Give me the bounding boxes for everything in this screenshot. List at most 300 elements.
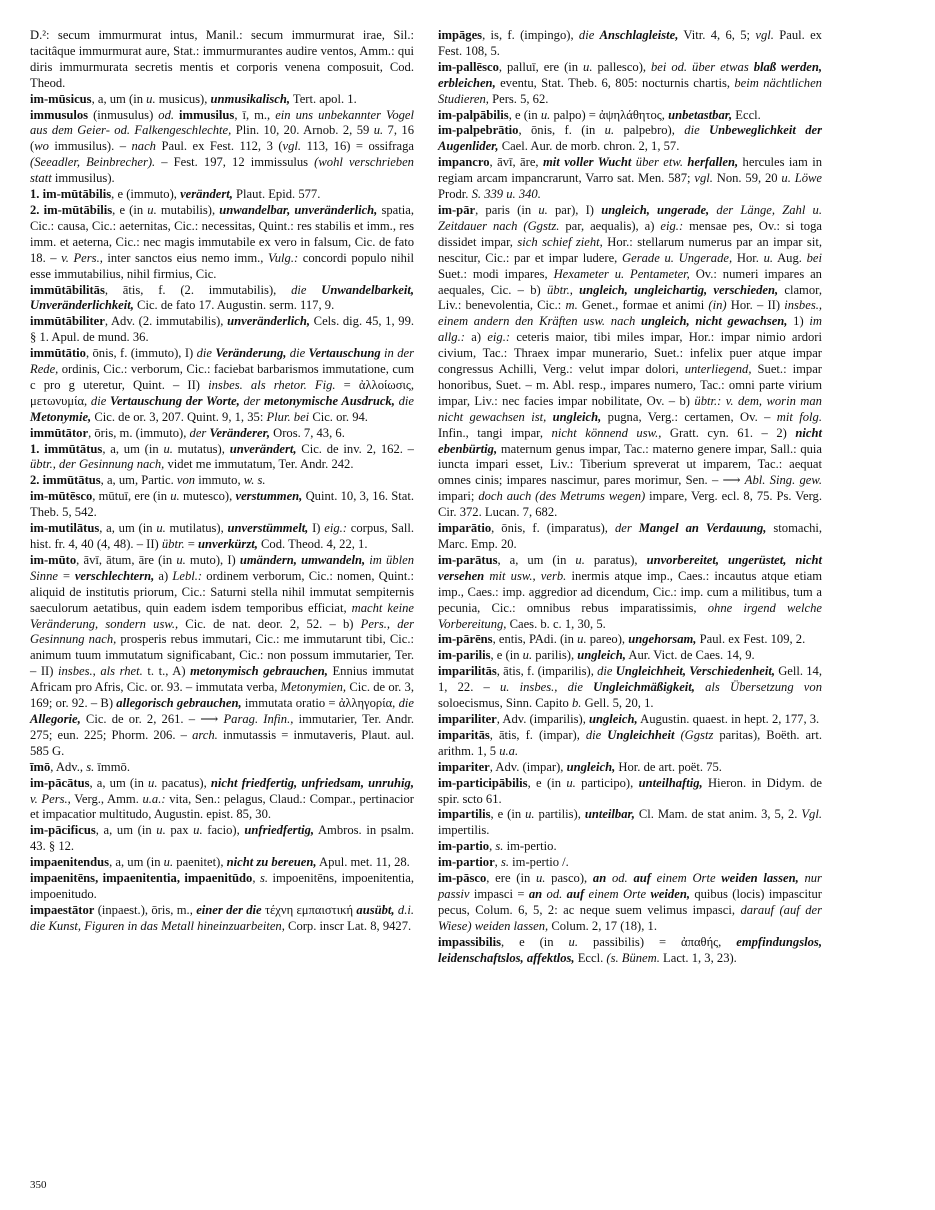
entry-text: , a, um (in xyxy=(497,552,576,567)
translation: unvorbereitet, ungerüstet, nicht versehen xyxy=(438,552,822,583)
entry-text: corpus, Sall. hist. fr. 4, 40 (4, 48). – II) xyxy=(30,521,414,551)
italic-text: od. xyxy=(542,886,567,901)
italic-text: der xyxy=(614,521,639,536)
italic-text: eig.: xyxy=(487,330,511,345)
italic-text: u. xyxy=(604,123,615,138)
entry-text: muto), I) xyxy=(185,552,240,567)
translation: verstummen, xyxy=(235,489,303,504)
italic-text: u. xyxy=(525,807,535,822)
entry-text: Eccl. xyxy=(732,107,761,122)
entry-text: pax xyxy=(165,823,194,838)
italic-text: u. xyxy=(566,775,576,790)
italic-text: u. xyxy=(535,871,546,886)
italic-text: Abl. Sing. gew. xyxy=(744,473,822,488)
entry-text: Suet.: impar honoribus, Suet. – m. Abl. resp., impares numero, Tac.: omni parte virium impar, Liv.: nec facies impar nobilitate, Ov. – b) xyxy=(438,362,822,408)
italic-text: d.i. die Kunst, Figuren in das Metall hineinzuarbeiten, xyxy=(30,902,414,933)
headword: im-participābilis xyxy=(438,775,528,790)
translation: ungleich, xyxy=(577,648,626,663)
entry-text: Caes. b. c. 1, 30, 5. xyxy=(506,616,606,631)
italic-text: u. xyxy=(577,632,587,647)
entry-text: inter sanctos eius nemo imm., xyxy=(102,250,268,265)
italic-text: die xyxy=(578,28,600,42)
entry-text: , e (in xyxy=(490,648,523,663)
entry-text: immusilus). xyxy=(51,171,115,186)
entry-text: Gell. 5, 20, 1. xyxy=(581,696,654,711)
headword: im-mūto xyxy=(30,552,77,567)
entry-text: Cels. dig. 45, 1, 99. § 1. Apul. de mund. 36. xyxy=(30,314,415,345)
dictionary-entry xyxy=(438,839,822,855)
dictionary-entry xyxy=(438,60,822,108)
entry-text: maternum genus impar, Tac.: materno genere impar, Sall.: quia iuncta impari esset, Liv.: Tiberium spreverat ut imparem, Tac.: aequat omnes cinis; impares nascimur, pares morimur, Sen. – ⟶ xyxy=(438,441,822,488)
dictionary-entry xyxy=(30,346,414,426)
italic-text: u. xyxy=(583,59,593,74)
entry-text: 113, 16) = ossifraga xyxy=(301,139,414,154)
italic-text: insbes., als rhet. xyxy=(58,664,143,679)
entry-text: Aur. Vict. de Caes. 14, 9. xyxy=(625,648,755,663)
entry-text: palpebro), xyxy=(614,123,685,138)
entry-text: , e (in xyxy=(508,107,541,122)
italic-text: die xyxy=(684,123,710,138)
entry-text: D.²: secum immurmurat intus, Manil.: secum immurmurat irae, Sil.: tacitâque immurmurat aure, Stat.: immurmurantes audire ventos, Amm.: qui diris immurmurata secretis mentis et corporis venena composuit, Cod. Theod. xyxy=(30,28,414,90)
translation: unbetastbar, xyxy=(668,107,733,122)
dictionary-entry xyxy=(30,28,414,92)
italic-text: unterliegend, xyxy=(684,362,752,377)
italic-text: Pers., der Gesinnung nach, xyxy=(30,616,414,647)
headword: im-pācificus xyxy=(30,823,96,838)
dictionary-entry xyxy=(30,314,414,346)
italic-text: u. xyxy=(156,823,166,838)
dictionary-entry xyxy=(438,553,822,633)
entry-text: , xyxy=(252,871,260,886)
entry-text: , Adv. (impar), xyxy=(489,759,567,774)
entry-text: Cic. or. 94. xyxy=(309,409,368,424)
entry-text: mutesco), xyxy=(179,489,236,504)
italic-text: (Seeadler, Beinbrecher). xyxy=(30,155,156,170)
italic-text: (wohl verschrieben statt xyxy=(30,155,414,186)
translation: Vertauschung xyxy=(308,346,381,361)
entry-text: im-pertio. xyxy=(503,839,557,854)
entry-text: ordinem verborum, Cic.: nomen, Quint.: aliquid de institutis priorum, Cic.: Saturni stella nihil immutat sempiternis saeculorum aetatibus, quin eadem isdem temporibus efficiat, xyxy=(30,568,414,615)
entry-text: Colum. 2, 17 (18), 1. xyxy=(548,918,657,933)
italic-text: Vulg.: xyxy=(267,250,299,265)
entry-text: impare, Verg. ecl. 8, 75. Ps. Verg. Cir. 372. Lucan. 7, 682. xyxy=(438,489,822,520)
translation: unteilhaftig, xyxy=(638,775,703,790)
translation: unverstümmelt, xyxy=(227,521,309,536)
entry-text: , xyxy=(494,855,501,870)
entry-text: , e (in xyxy=(527,775,567,790)
headword: 2. im-mūtābilis xyxy=(30,202,113,217)
italic-text: u. xyxy=(373,123,384,138)
translation: auf xyxy=(566,886,585,901)
entry-text: Prodr. xyxy=(438,187,472,202)
entry-text: τέχνη εμπαιστική xyxy=(261,902,357,917)
italic-text: u. xyxy=(148,775,158,790)
italic-text: bei xyxy=(806,250,822,265)
translation: weiden lassen, xyxy=(721,871,799,886)
entry-text: , Adv., xyxy=(50,759,87,774)
italic-text: mit usw., verb. xyxy=(484,568,567,583)
entry-text: Plaut. Epid. 577. xyxy=(232,187,321,202)
headword: immūtābiliter xyxy=(30,314,105,329)
entry-text: Hor.: stellarum numerus par an impar sit, nescitur, Cic.: par et impar ludere, xyxy=(438,234,822,265)
italic-text: u. xyxy=(146,91,156,106)
dictionary-entry xyxy=(30,489,414,521)
dictionary-entry xyxy=(30,473,414,489)
translation: verschlechtern, xyxy=(74,568,155,583)
dictionary-entry xyxy=(438,664,822,712)
italic-text: übtr., der Gesinnung nach, xyxy=(30,457,165,472)
entry-text: , ere (in xyxy=(486,871,536,886)
dictionary-entry xyxy=(30,871,414,903)
italic-text: als Übersetzung von xyxy=(694,680,822,695)
translation: blaß werden, erbleichen, xyxy=(438,59,822,90)
entry-text: Ambros. in psalm. 43. § 12. xyxy=(30,823,414,854)
entry-text: , e (in xyxy=(490,807,526,822)
italic-text: v. Pers., xyxy=(30,791,71,806)
headword: im-pār xyxy=(438,202,476,217)
entry-text: mutilatus), xyxy=(165,521,228,536)
italic-text: v. Pers., xyxy=(61,250,103,265)
italic-text: u. xyxy=(193,823,203,838)
translation: mit voller Wucht xyxy=(543,155,632,170)
entry-text: pallesco), xyxy=(592,59,651,74)
entry-text: , ī, m., xyxy=(234,107,276,122)
entry-text: , ōnis, f. (imparatus), xyxy=(491,521,615,536)
translation: Unwandelbarkeit, Unveränderlichkeit, xyxy=(30,282,414,313)
headword: impariliter xyxy=(438,711,497,726)
dictionary-entry xyxy=(30,442,414,474)
entry-text: Tert. apol. 1. xyxy=(289,91,357,106)
italic-text: einem Orte xyxy=(584,886,651,901)
entry-text: inermis atque imp., Caes.: incautus atque etiam imp., Caes.: imp. aggredior ad dicendum, Cic.: imp. cum a militibus, tum a pecunia, Cic.: omnibus rebus imparatissimis, xyxy=(438,568,822,615)
translation: empfindungslos, leidenschaftslos, affektlos, xyxy=(438,934,822,965)
headword: im-parātus xyxy=(438,552,498,567)
italic-text: eig.: xyxy=(324,521,347,536)
translation: Vertauschung der Worte, xyxy=(110,393,240,408)
translation: nicht friedfertig, unfriedsam, unruhig, xyxy=(210,775,414,790)
entry-text: Cic. de or. 3, 207. Quint. 9, 1, 35: xyxy=(91,409,267,424)
headword: impaenitēns, impaenitentia, impaenitūdo xyxy=(30,871,253,886)
entry-text: Paul. ex Fest. 112, 3 ( xyxy=(155,139,283,154)
entry-text: = ἀλλοίωσις, μετωνυμία, xyxy=(30,377,415,408)
entry-text: immuto, xyxy=(195,473,244,488)
translation: umändern, umwandeln, xyxy=(239,552,366,567)
entry-text: , Adv. (2. immutabilis), xyxy=(104,314,228,329)
italic-text: über etw. xyxy=(631,155,688,170)
italic-text: vgl. xyxy=(755,28,774,42)
right-column xyxy=(438,28,822,966)
entry-text: impoenitēns, impoenitentia, impoenitudo. xyxy=(30,871,415,901)
entry-text: , xyxy=(489,839,496,854)
entry-text: , a, um (in xyxy=(95,823,157,838)
headword: impartilis xyxy=(438,807,491,822)
entry-text: , is, f. (impingo), xyxy=(482,28,579,42)
translation: ungleich, xyxy=(552,409,602,424)
italic-text: darauf (auf der Wiese) weiden lassen, xyxy=(438,902,822,933)
italic-text: u. Löwe xyxy=(781,171,822,186)
entry-text: Cael. Aur. de morb. chron. 2, 1, 57. xyxy=(498,139,680,154)
italic-text: beim nächtlichen Studieren, xyxy=(438,75,822,106)
entry-text: 7, 16 ( xyxy=(30,123,414,154)
entry-text: ceteris maior, tibi miles impar, Hor.: impar nimio ardori civium, Tac.: Thraex impar munerario, Suet.: infelix puer atque impar congressus Achilli, Verg.: velut impar dolori, xyxy=(438,330,822,377)
headword: īmō xyxy=(30,759,51,774)
italic-text: od. xyxy=(606,871,634,886)
entry-text: Paul. ex Fest. 108, 5. xyxy=(438,28,822,58)
entry-text: Gell. 14, 1, 22. – xyxy=(438,664,822,695)
translation: Unbeweglichkeit der Augenlider, xyxy=(438,123,823,154)
italic-text: vgl. xyxy=(694,171,713,186)
dictionary-entry xyxy=(30,203,414,283)
italic-text: von xyxy=(176,473,196,488)
translation: Veränderer, xyxy=(209,425,270,440)
entry-text: , e (immuto), xyxy=(111,187,181,202)
dictionary-entry xyxy=(30,92,414,108)
dictionary-entry xyxy=(438,632,822,648)
headword: impaestātor xyxy=(30,902,95,917)
italic-text: Gerade u. Ungerade, xyxy=(622,250,733,265)
entry-text: t. t., A) xyxy=(142,664,191,679)
italic-text: im allg.: xyxy=(438,314,822,345)
italic-text: der xyxy=(239,393,264,408)
italic-text: in der Rede, xyxy=(30,346,414,377)
entry-text: parilis), xyxy=(532,648,578,663)
headword: im-mūtēsco xyxy=(30,489,93,504)
headword: immusulos xyxy=(30,107,89,122)
headword: im-partio xyxy=(438,839,490,854)
entry-text: (inmusulus) xyxy=(88,107,159,122)
italic-text: u. insbes., die xyxy=(500,680,594,695)
dictionary-entry xyxy=(30,776,414,824)
italic-text: Plur. bei xyxy=(266,409,310,424)
headword: 2. immūtātus xyxy=(30,473,101,488)
dictionary-entry xyxy=(30,823,414,855)
headword: im-mūsicus xyxy=(30,91,92,106)
translation: unfriedfertig, xyxy=(244,823,315,838)
entry-text: Plin. 10, 20. Arnob. 2, 59 xyxy=(231,123,374,138)
italic-text: s. xyxy=(500,855,510,870)
italic-text: im üblen Sinne = xyxy=(30,552,414,583)
entry-text: , mūtuī, ere (in xyxy=(92,489,171,504)
italic-text: u. xyxy=(538,202,548,217)
entry-text: a) xyxy=(154,568,173,583)
entry-text: pacatus), xyxy=(157,775,211,790)
italic-text: Metonymien, xyxy=(280,680,347,695)
headword: immūtātor xyxy=(30,425,89,440)
italic-text: die xyxy=(286,346,309,361)
italic-text: die xyxy=(398,696,414,711)
entry-text: , āvī, āre, xyxy=(489,155,543,170)
entry-text: Verg., Amm. xyxy=(70,791,143,806)
translation: ungleich, ungleichartig, verschieden, xyxy=(579,282,779,297)
translation: verändert, xyxy=(180,187,233,202)
headword: impariter xyxy=(438,759,490,774)
italic-text: u. xyxy=(176,552,186,567)
translation: unwandelbar, unveränderlich, xyxy=(219,202,378,217)
translation: an xyxy=(592,871,607,886)
entry-text: , ōris, m. (immuto), xyxy=(88,425,190,440)
italic-text: einem Orte xyxy=(650,871,722,886)
entry-text: par, aequalis), a) xyxy=(559,218,661,233)
entry-text: , ōnis, f. (immuto), I) xyxy=(85,346,197,361)
headword: im-palpābilis xyxy=(438,107,509,122)
entry-text: Suet.: modi impares, xyxy=(438,266,554,281)
entry-text: mutatus), xyxy=(172,441,230,456)
entry-text: Cic. de or. 3, 169; or. 92. – B) xyxy=(30,680,415,711)
translation: metonymische Ausdruck, xyxy=(263,393,395,408)
entry-text: īmmō. xyxy=(94,759,130,774)
entry-text: partilis), xyxy=(534,807,585,822)
translation: Ungleichmäßigkeit, xyxy=(593,680,695,695)
dictionary-entry xyxy=(30,426,414,442)
italic-text: ohne irgend welche Vorbereitung, xyxy=(438,600,822,631)
entry-text: hercules iam in regiam arcam impancrarunt, Varro sat. Men. 587; xyxy=(438,155,823,186)
italic-text: Parag. Infin., xyxy=(223,711,294,726)
entry-text: vita, Sen.: pelagus, Claud.: Compar., pertinacior et impacatior multitudo, Augustin. epist. 85, 30. xyxy=(30,791,414,822)
translation: allegorisch gebrauchen, xyxy=(116,696,242,711)
headword: immūtābilitās xyxy=(30,282,105,297)
entry-text: Vitr. 4, 6, 5; xyxy=(678,28,756,42)
entry-text: , palluī, ere (in xyxy=(498,59,584,74)
entry-text: impari; xyxy=(438,489,479,504)
entry-text: facio), xyxy=(202,823,245,838)
entry-text: , e (in xyxy=(501,934,569,949)
entry-text: paenitet), xyxy=(173,855,227,870)
entry-text: participo), xyxy=(575,775,639,790)
entry-text: impasci = xyxy=(469,886,529,901)
italic-text: macht keine Veränderung, sondern usw., xyxy=(30,600,414,631)
entry-text: Aug. xyxy=(773,250,807,265)
italic-text: (s. Bünem. xyxy=(606,950,660,965)
translation: Anschlagleiste, xyxy=(599,28,679,42)
entry-text: , ātis, f. (2. immutabilis), xyxy=(104,282,292,297)
dictionary-entry xyxy=(438,728,822,760)
italic-text: b. xyxy=(572,696,582,711)
entry-text: prosperis rebus immutari, Cic.: me immutarunt tibi, Cic.: animum tuum immutatum significabant, Cic.: non possum immutarier, Ter. – II) xyxy=(30,632,414,679)
entry-text: pugna, Verg.: certamen, Ov. – xyxy=(601,409,777,424)
headword: im-partior xyxy=(438,855,495,870)
entry-text: Oros. 7, 43, 6. xyxy=(269,425,345,440)
entry-text: a) xyxy=(464,330,488,345)
entry-text: , a, um (in xyxy=(102,441,164,456)
entry-text: inmutassis = inmutaveris, Plaut. aul. 585 G. xyxy=(30,727,415,758)
dictionary-entry xyxy=(438,203,822,521)
translation: unteilbar, xyxy=(584,807,635,822)
italic-text: übtr., xyxy=(546,282,573,297)
entry-text: immusilus). – xyxy=(48,139,132,154)
italic-text: eig.: xyxy=(660,218,684,233)
headword: imparātio xyxy=(438,521,492,536)
entry-text: Hor. de art. poët. 75. xyxy=(615,759,722,774)
headword: immusilus xyxy=(179,107,235,122)
entry-text: , ātis, f. (impar), xyxy=(489,727,586,742)
italic-text: u. xyxy=(522,648,533,663)
entry-text: Corp. inscr Lat. 8, 9427. xyxy=(284,918,412,933)
translation: ungleich, nicht gewachsen, xyxy=(640,314,788,329)
italic-text: Hexameter u. Pentameter, xyxy=(553,266,690,281)
entry-text: , Adv. (imparilis), xyxy=(496,711,589,726)
dictionary-entry xyxy=(30,760,414,776)
headword: im-mutilātus xyxy=(30,521,100,536)
dictionary-entry xyxy=(438,648,822,664)
headword: impassibilis xyxy=(438,934,501,949)
entry-text: quibus (locis) impascitur pecus, Colum. 6, 5, 2: ac neque suem velimus impasci, xyxy=(438,886,822,917)
entry-text: Apul. met. 11, 28. xyxy=(316,855,410,870)
italic-text: die xyxy=(291,282,322,297)
headword: 1. im-mūtābilis xyxy=(30,187,112,202)
italic-text: doch auch (des Metrums wegen) xyxy=(478,489,646,504)
translation: Metonymie, xyxy=(30,409,92,424)
dictionary-entry xyxy=(438,123,822,155)
translation: Ungleichheit, Verschiedenheit, xyxy=(615,664,775,679)
entry-text: par), I) xyxy=(547,202,602,217)
headword: im-parilis xyxy=(438,648,491,663)
italic-text: mit folg. xyxy=(776,409,822,424)
italic-text: (in) xyxy=(708,298,727,313)
dictionary-entry xyxy=(438,28,822,60)
headword: 1. immūtātus xyxy=(30,441,103,456)
entry-text: , ōnis, f. (in xyxy=(518,123,605,138)
entry-text: Ov.: numeri impares an aequales, Cic. – b) xyxy=(438,266,822,297)
entry-text: Gratt. cyn. 61. – 2) xyxy=(661,425,796,440)
headword: impāges xyxy=(438,28,483,42)
entry-text: , entis, PAdi. (in xyxy=(492,632,578,647)
left-column xyxy=(30,28,414,935)
italic-text: der xyxy=(189,425,210,440)
entry-text: Non. 59, 20 xyxy=(712,171,782,186)
dictionary-entry xyxy=(438,935,822,967)
entry-text: Cic. de inv. 2, 162. – xyxy=(296,441,414,456)
entry-text: Hieron. in Didym. de spir. scto 61. xyxy=(438,775,822,806)
entry-text: Cl. Mam. de stat anim. 3, 5, 2. xyxy=(634,807,802,822)
headword: im-pallēsco xyxy=(438,59,499,74)
italic-text: m. xyxy=(565,298,578,313)
dictionary-entry xyxy=(438,776,822,808)
entry-text: Paul. ex Fest. 109, 2. xyxy=(696,632,806,647)
entry-text: , āvī, ātum, āre (in xyxy=(76,552,177,567)
translation: unmusikalisch, xyxy=(210,91,290,106)
entry-text: Ennius immutat Africam pro Afris, Cic. or. 93. – immutata verba, xyxy=(30,664,414,695)
translation: auf xyxy=(633,871,651,886)
entry-text: palpo) = ἀψηλάθητος, xyxy=(550,107,669,122)
translation: Allegorie, xyxy=(30,711,81,726)
entry-text: concordi populo nihil esse immutabilius, nihil firmius, Cic. xyxy=(30,250,414,281)
dictionary-entry xyxy=(30,855,414,871)
entry-text: mensae pes, Ov.: si toga dissidet impar, xyxy=(438,218,822,249)
headword: im-pācātus xyxy=(30,775,90,790)
headword: imparilitās xyxy=(438,664,497,679)
dictionary-entry xyxy=(438,521,822,553)
italic-text: Lebl.: xyxy=(172,568,203,583)
dictionary-entry xyxy=(438,108,822,124)
entry-text: , a, um (in xyxy=(91,91,147,106)
italic-text: u. xyxy=(170,489,180,504)
entry-text: soloecismus, Sinn. Capito xyxy=(438,696,572,711)
headword: im-palpebrātio xyxy=(438,123,519,138)
entry-text: musicus), xyxy=(155,91,211,106)
italic-text: sich schief zieht, xyxy=(517,234,603,249)
italic-text: nur passiv xyxy=(438,871,822,901)
translation: ungleich, ungerade, xyxy=(601,202,710,217)
translation: Mangel an Verdauung, xyxy=(638,521,767,536)
translation: nicht ebenbürtig, xyxy=(438,425,822,456)
translation: ungehorsam, xyxy=(628,632,697,647)
headword: imparitās xyxy=(438,727,490,742)
entry-text: Augustin. quaest. in hept. 2, 177, 3. xyxy=(637,711,820,726)
entry-text: I) xyxy=(308,521,325,536)
entry-text: , a, um, Partic. xyxy=(100,473,177,488)
entry-text: stomachi, Marc. Emp. 20. xyxy=(438,521,823,551)
translation: herfallen, xyxy=(687,155,739,170)
